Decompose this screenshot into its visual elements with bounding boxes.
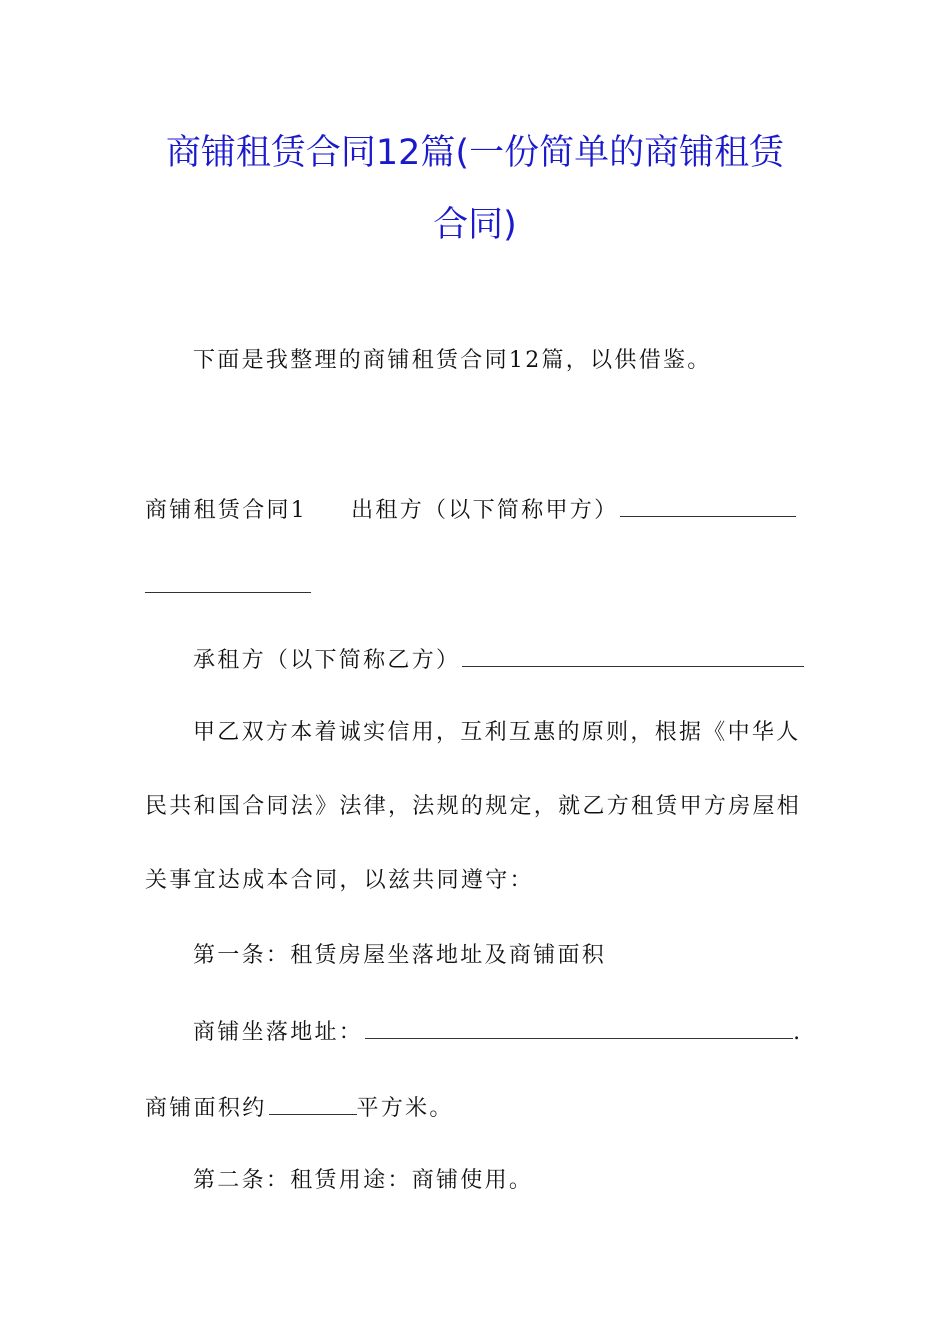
- lessee-label: 承租方（以下简称乙方）: [193, 648, 461, 673]
- paragraph-1-line-1: 甲乙双方本着诚实信用，互利互惠的原则，根据《中华人: [193, 720, 801, 745]
- lessor-label: 出租方（以下简称甲方）: [351, 498, 619, 523]
- area-line: [145, 1096, 454, 1120]
- address-line: [193, 1020, 802, 1044]
- area-suffix: 平方米。: [356, 1096, 454, 1121]
- lessee-line: [193, 648, 804, 672]
- lessor-blank-continued-line: [145, 574, 311, 598]
- address-label: 商铺坐落地址：: [193, 1020, 364, 1045]
- article-2-heading: 第二条：租赁用途：商铺使用。: [193, 1168, 534, 1193]
- article-1-heading: 第一条：租赁房屋坐落地址及商铺面积: [193, 943, 607, 968]
- lessor-blank[interactable]: [620, 498, 796, 517]
- paragraph-1-line-2: 民共和国合同法》法律，法规的规定，就乙方租赁甲方房屋相: [145, 794, 802, 819]
- contract-heading: 商铺租赁合同1: [145, 498, 308, 523]
- area-prefix: 商铺面积约: [145, 1096, 267, 1121]
- document-title-line-1: 商铺租赁合同12篇(一份简单的商铺租赁: [165, 133, 785, 173]
- lessee-blank[interactable]: [462, 648, 804, 667]
- paragraph-1-line-3: 关事宜达成本合同，以兹共同遵守：: [145, 868, 534, 893]
- address-end: .: [793, 1020, 803, 1045]
- intro-paragraph: 下面是我整理的商铺租赁合同12篇，以供借鉴。: [193, 348, 712, 373]
- document-title-line-2: 合同): [433, 205, 517, 245]
- lessor-blank-continued[interactable]: [145, 574, 311, 593]
- lessor-line: [145, 498, 796, 522]
- address-blank[interactable]: [365, 1020, 793, 1039]
- area-blank[interactable]: [269, 1096, 357, 1115]
